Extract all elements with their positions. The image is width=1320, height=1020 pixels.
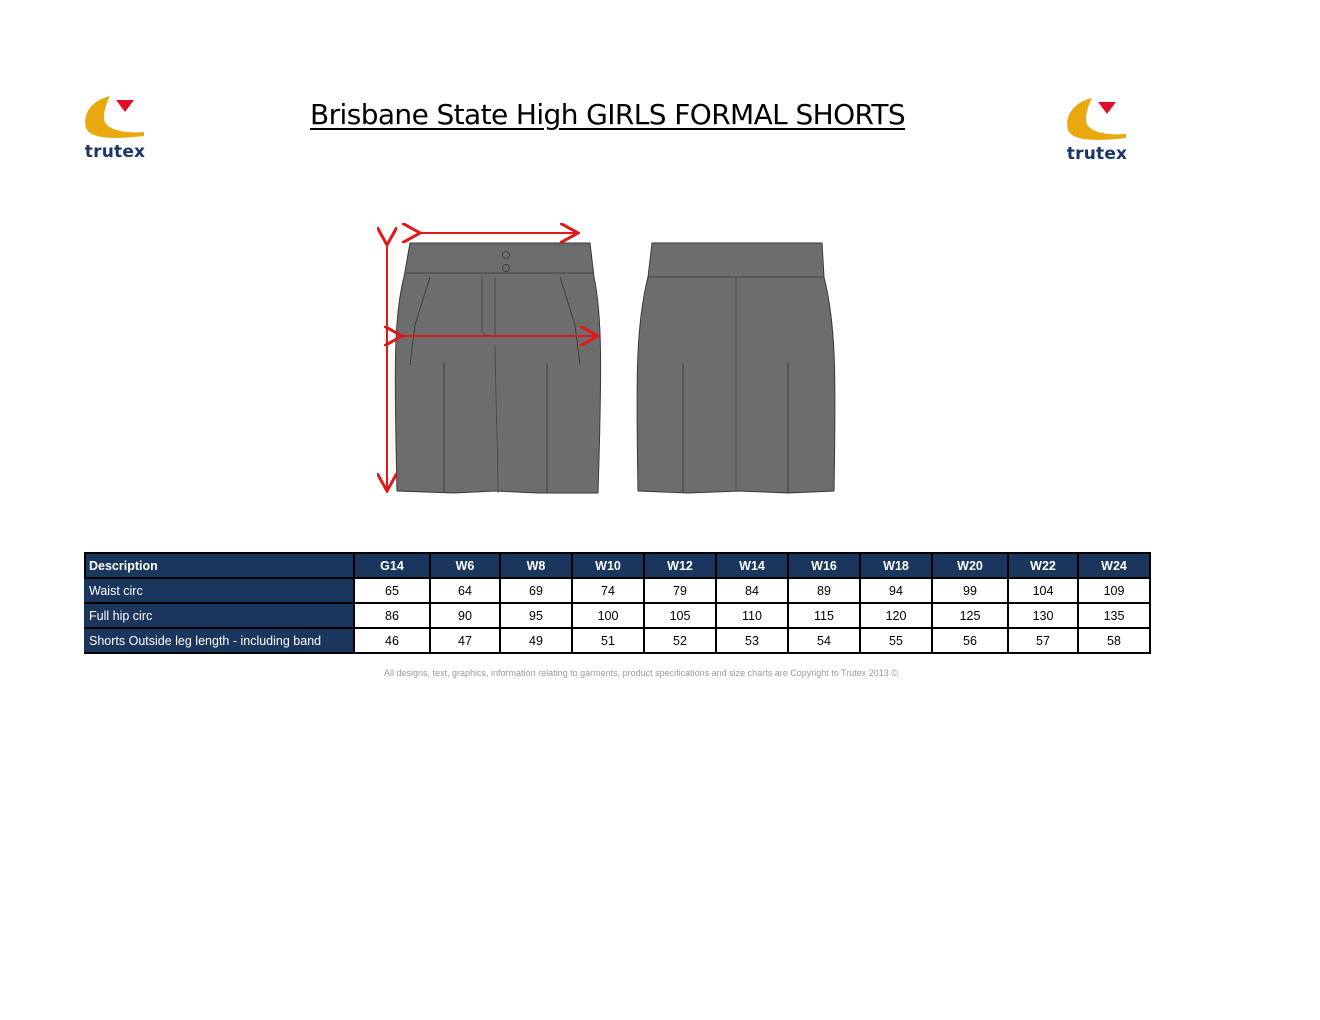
trutex-logo-right	[1062, 94, 1152, 174]
table-cell: 89	[788, 578, 860, 603]
column-header-size: W8	[500, 553, 572, 578]
table-cell: 104	[1008, 578, 1078, 603]
table-row	[85, 628, 1150, 653]
table-cell: 47	[430, 628, 500, 653]
column-header-size: W10	[572, 553, 644, 578]
column-header-size: W20	[932, 553, 1008, 578]
table-cell: 49	[500, 628, 572, 653]
column-header-size: G14	[354, 553, 430, 578]
table-cell: 90	[430, 603, 500, 628]
table-cell: 46	[354, 628, 430, 653]
table-cell: 86	[354, 603, 430, 628]
size-chart-table	[84, 552, 1151, 654]
shorts-illustration	[370, 215, 850, 510]
table-cell: 55	[860, 628, 932, 653]
table-cell: 53	[716, 628, 788, 653]
trutex-swoosh-icon	[1062, 94, 1132, 144]
table-cell: 109	[1078, 578, 1150, 603]
row-label: Waist circ	[85, 578, 354, 603]
trutex-swoosh-icon	[80, 92, 150, 142]
column-header-size: W22	[1008, 553, 1078, 578]
trutex-logo-left	[80, 92, 170, 172]
column-header-description: Description	[85, 553, 354, 578]
table-cell: 84	[716, 578, 788, 603]
copyright-notice: All designs, text, graphics, information relating to garments, product specifications and size charts are Copyright to Trutex 2013 ©.	[384, 668, 901, 678]
table-cell: 69	[500, 578, 572, 603]
table-cell: 130	[1008, 603, 1078, 628]
logo-text: trutex	[84, 142, 146, 162]
page-title: Brisbane State High GIRLS FORMAL SHORTS	[310, 98, 906, 131]
table-cell: 79	[644, 578, 716, 603]
table-cell: 100	[572, 603, 644, 628]
column-header-size: W18	[860, 553, 932, 578]
table-cell: 56	[932, 628, 1008, 653]
table-cell: 99	[932, 578, 1008, 603]
table-cell: 105	[644, 603, 716, 628]
row-label: Shorts Outside leg length - including band	[85, 628, 354, 653]
column-header-size: W24	[1078, 553, 1150, 578]
table-cell: 57	[1008, 628, 1078, 653]
row-label: Full hip circ	[85, 603, 354, 628]
logo-text: trutex	[1066, 144, 1128, 164]
table-row	[85, 578, 1150, 603]
table-cell: 94	[860, 578, 932, 603]
shorts-front	[395, 243, 600, 493]
table-cell: 125	[932, 603, 1008, 628]
table-cell: 135	[1078, 603, 1150, 628]
table-cell: 54	[788, 628, 860, 653]
table-cell: 120	[860, 603, 932, 628]
table-cell: 58	[1078, 628, 1150, 653]
table-cell: 65	[354, 578, 430, 603]
column-header-size: W12	[644, 553, 716, 578]
column-header-size: W14	[716, 553, 788, 578]
table-cell: 74	[572, 578, 644, 603]
column-header-size: W16	[788, 553, 860, 578]
table-cell: 115	[788, 603, 860, 628]
table-header-row	[85, 553, 1150, 578]
column-header-size: W6	[430, 553, 500, 578]
table-cell: 110	[716, 603, 788, 628]
table-row	[85, 603, 1150, 628]
table-cell: 95	[500, 603, 572, 628]
table-cell: 52	[644, 628, 716, 653]
shorts-back	[637, 243, 835, 493]
table-cell: 64	[430, 578, 500, 603]
table-cell: 51	[572, 628, 644, 653]
